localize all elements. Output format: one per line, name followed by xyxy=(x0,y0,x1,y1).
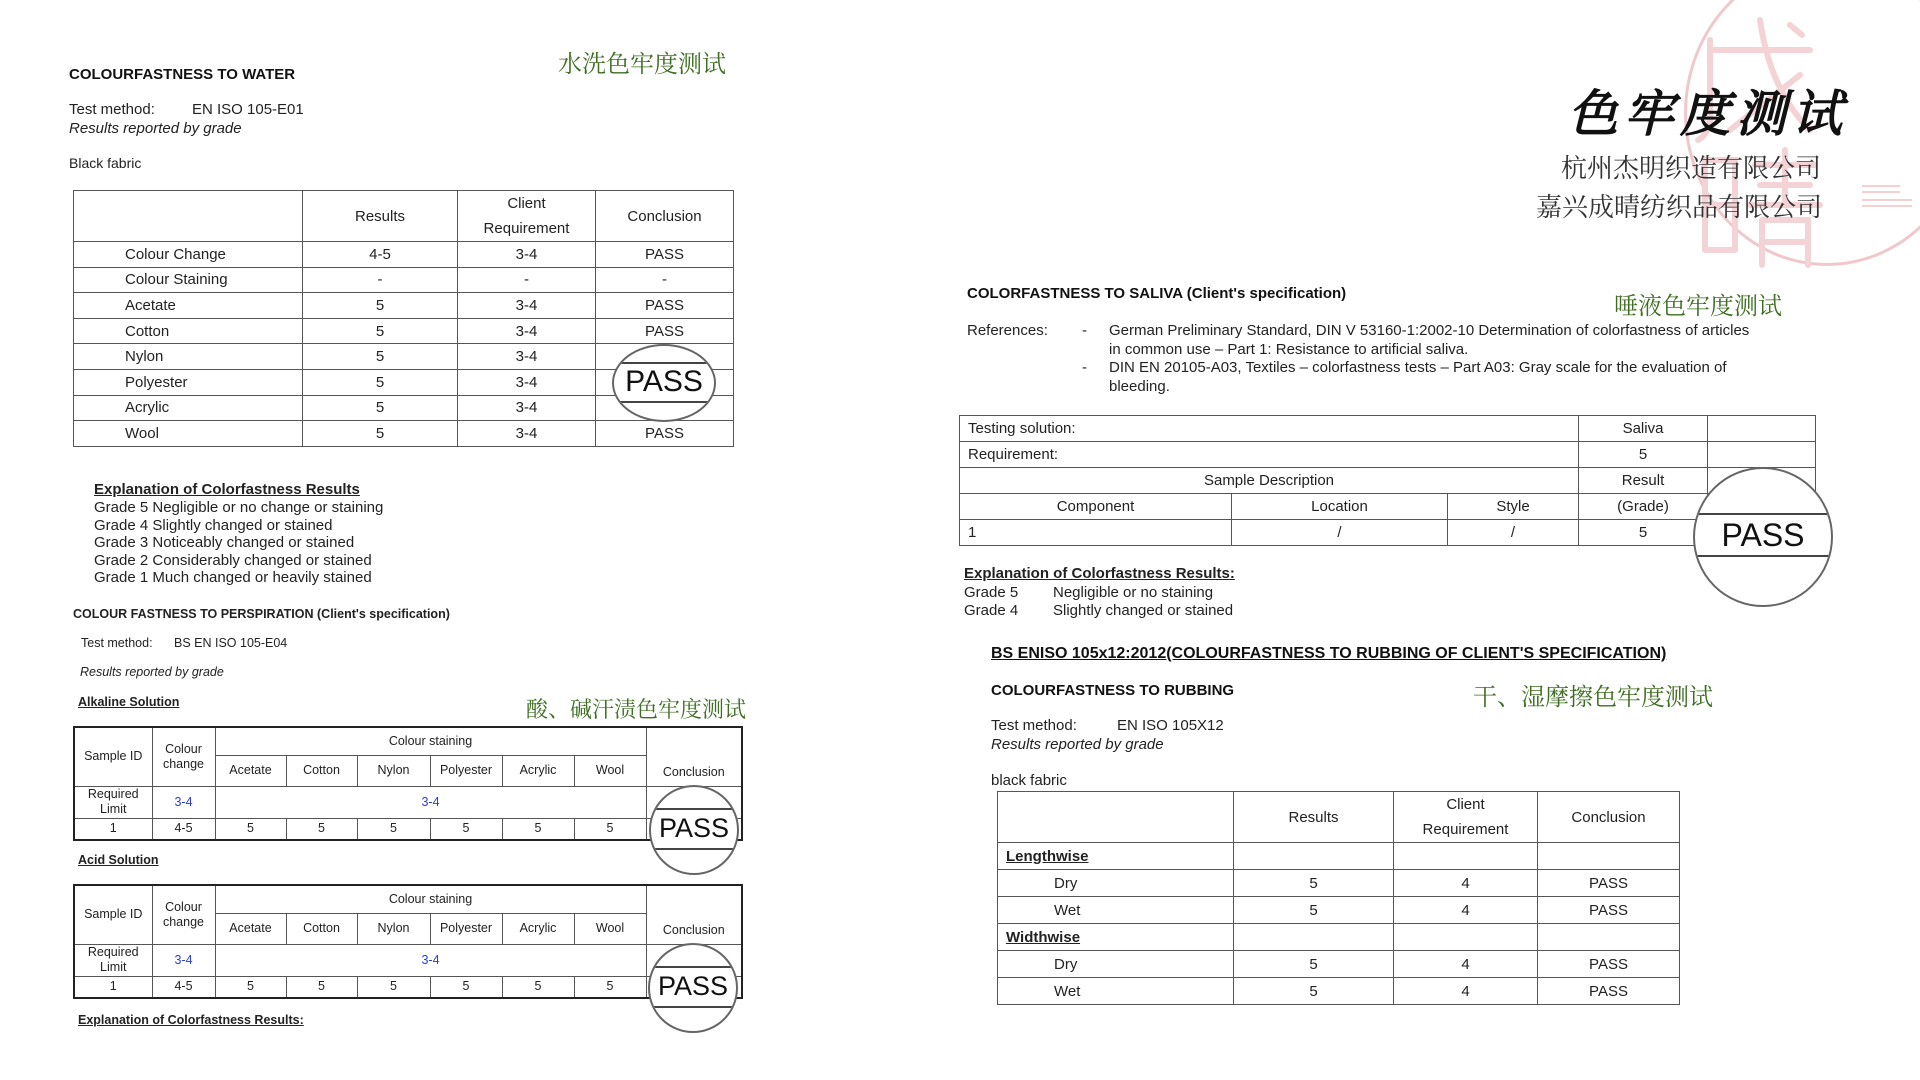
requirement-value: 5 xyxy=(1579,442,1708,468)
conclusion-header: Conclusion xyxy=(646,885,742,944)
requirement-label: Requirement: xyxy=(960,442,1579,468)
water-header-blank xyxy=(74,191,303,242)
grade-label: Grade 5 xyxy=(964,584,1019,601)
colour-staining-header: Colour staining xyxy=(215,727,646,755)
table-row xyxy=(998,951,1680,978)
brand-company-1: 杭州杰明织造有限公司 xyxy=(1560,153,1821,183)
table-row xyxy=(74,242,734,268)
result-cell: 1 xyxy=(74,818,152,840)
result-cell: 5 xyxy=(430,976,502,998)
requirement-cell: 4 xyxy=(1394,870,1538,897)
testing-solution-value: Saliva xyxy=(1579,416,1708,442)
rubbing-table xyxy=(997,791,1680,1005)
requirement-cell: 3-4 xyxy=(458,242,596,268)
reference-bullet: - xyxy=(1082,359,1087,376)
required-limit-row xyxy=(74,944,742,976)
pass-stamp: PASS xyxy=(1693,467,1833,607)
section-label: Widthwise xyxy=(998,924,1234,951)
section-label: Lengthwise xyxy=(998,843,1234,870)
results-cell: 5 xyxy=(1234,897,1394,924)
result-cell: 1 xyxy=(74,976,152,998)
conclusion-cell: PASS xyxy=(596,293,734,319)
component-header: Component xyxy=(960,494,1232,520)
reference-item: DIN EN 20105-A03, Textiles – colorfastness tests – Part A03: Gray scale for the evaluation of bleeding. xyxy=(1109,359,1727,395)
table-row xyxy=(74,421,734,447)
colour-staining-header: Colour staining xyxy=(215,885,646,913)
condition-cell: Wet xyxy=(998,978,1234,1005)
colour-change-header: Colour change xyxy=(152,885,215,944)
result-cell: 5 xyxy=(215,976,286,998)
requirement-cell: 3-4 xyxy=(458,421,596,447)
water-header-results: Results xyxy=(303,191,458,242)
table-row xyxy=(998,978,1680,1005)
requirement-cell: 3-4 xyxy=(458,395,596,421)
explanation-line: Grade 5 Negligible or no change or staining xyxy=(94,499,384,516)
item-cell: Cotton xyxy=(74,318,303,344)
item-cell: Colour Change xyxy=(74,242,303,268)
result-cell: 5 xyxy=(286,818,357,840)
result-cell: 5 xyxy=(357,976,430,998)
item-cell: Acrylic xyxy=(74,395,303,421)
item-cell: Acetate xyxy=(74,293,303,319)
requirement-cell: 4 xyxy=(1394,897,1538,924)
result-cell: 5 xyxy=(215,818,286,840)
rubbing-header-conclusion: Conclusion xyxy=(1538,792,1680,843)
saliva-table xyxy=(959,415,1816,546)
alkaline-table xyxy=(73,726,743,841)
requirement-cell: 3-4 xyxy=(458,318,596,344)
fibre-header: Polyester xyxy=(430,755,502,786)
conclusion-header: Conclusion xyxy=(646,727,742,786)
item-cell: Polyester xyxy=(74,369,303,395)
brand-calligraphy-title: 色牢度测试 xyxy=(1568,84,1848,143)
requirement-cell: 4 xyxy=(1394,978,1538,1005)
rubbing-method-label: Test method: xyxy=(991,717,1077,734)
brand-company-2: 嘉兴成晴纺织品有限公司 xyxy=(1536,192,1823,222)
water-fabric: Black fabric xyxy=(69,155,142,171)
result-cell: 4-5 xyxy=(152,976,215,998)
saliva-title: COLORFASTNESS TO SALIVA (Client's specification) xyxy=(967,285,1347,302)
location-cell: / xyxy=(1232,520,1448,546)
water-explanation-title: Explanation of Colorfastness Results xyxy=(94,481,360,498)
result-cell: 5 xyxy=(357,818,430,840)
testing-solution-label: Testing solution: xyxy=(960,416,1579,442)
results-cell: 5 xyxy=(303,395,458,421)
section-row xyxy=(998,843,1680,870)
result-cell: 5 xyxy=(574,976,646,998)
required-limit-row xyxy=(74,786,742,818)
style-cell: / xyxy=(1448,520,1579,546)
result-cell: 5 xyxy=(286,976,357,998)
requirement-cell: - xyxy=(458,267,596,293)
required-change-value: 3-4 xyxy=(152,786,215,818)
result-cell: 4-5 xyxy=(152,818,215,840)
required-limit-label: Required Limit xyxy=(74,786,152,818)
pass-stamp: PASS xyxy=(649,785,739,875)
requirement-cell: 3-4 xyxy=(458,344,596,370)
explanation-line: Grade 3 Noticeably changed or stained xyxy=(94,534,355,552)
results-cell: 5 xyxy=(1234,870,1394,897)
conclusion-cell: PASS xyxy=(1538,978,1680,1005)
perspiration-cn-title: 酸、碱汗渍色牢度测试 xyxy=(526,698,747,723)
saliva-cn-title: 唾液色牢度测试 xyxy=(1614,292,1782,320)
conclusion-cell: PASS xyxy=(1538,951,1680,978)
fibre-header: Acetate xyxy=(215,913,286,944)
table-row xyxy=(998,870,1680,897)
table-row xyxy=(74,976,742,998)
water-reported: Results reported by grade xyxy=(69,120,242,137)
results-cell: 5 xyxy=(303,318,458,344)
results-cell: 4-5 xyxy=(303,242,458,268)
section-row xyxy=(998,924,1680,951)
rubbing-title: COLOURFASTNESS TO RUBBING xyxy=(991,682,1235,699)
rubbing-fabric: black fabric xyxy=(991,772,1067,789)
grade-text: Negligible or no staining xyxy=(1053,584,1214,601)
results-cell: 5 xyxy=(303,369,458,395)
colour-change-header: Colour change xyxy=(152,727,215,786)
fibre-header: Nylon xyxy=(357,755,430,786)
explanation-line: Grade 4 Slightly changed or stained xyxy=(94,516,333,534)
result-header: Result xyxy=(1579,468,1708,494)
rubbing-standard: BS ENISO 105x12:2012(COLOURFASTNESS TO RUBBING OF CLIENT'S SPECIFICATION) xyxy=(991,645,1667,662)
water-explanation-list xyxy=(94,499,383,587)
reference-bullet: - xyxy=(1082,322,1087,339)
water-method-value: EN ISO 105-E01 xyxy=(192,101,304,118)
requirement-cell: 3-4 xyxy=(458,369,596,395)
rubbing-header-blank xyxy=(998,792,1234,843)
watermark-logo-text-mark xyxy=(1860,184,1916,214)
table-row xyxy=(74,318,734,344)
requirement-cell: 3-4 xyxy=(458,293,596,319)
fibre-header: Cotton xyxy=(286,755,357,786)
header-row xyxy=(74,885,742,913)
fibre-header: Nylon xyxy=(357,913,430,944)
grade-header: (Grade) xyxy=(1579,494,1708,520)
perspiration-title: COLOUR FASTNESS TO PERSPIRATION (Client's specification) xyxy=(73,607,450,621)
water-header-conclusion: Conclusion xyxy=(596,191,734,242)
result-cell: 5 xyxy=(502,818,574,840)
result-cell: 5 xyxy=(430,818,502,840)
results-cell: - xyxy=(303,267,458,293)
header-row xyxy=(74,727,742,755)
fibre-header: Acrylic xyxy=(502,755,574,786)
fibre-header: Polyester xyxy=(430,913,502,944)
conclusion-cell: PASS xyxy=(596,318,734,344)
item-cell: Wool xyxy=(74,421,303,447)
rubbing-method-value: EN ISO 105X12 xyxy=(1117,717,1224,734)
grade-label: Grade 4 xyxy=(964,602,1019,619)
rubbing-reported: Results reported by grade xyxy=(991,736,1164,753)
fibre-header: Wool xyxy=(574,755,646,786)
water-method-label: Test method: xyxy=(69,101,155,118)
required-change-value: 3-4 xyxy=(152,944,215,976)
table-row xyxy=(74,293,734,319)
condition-cell: Dry xyxy=(998,870,1234,897)
grade-cell: 5 xyxy=(1579,520,1708,546)
required-limit-label: Required Limit xyxy=(74,944,152,976)
explanation-line: Grade 1 Much changed or heavily stained xyxy=(94,569,372,587)
alkaline-label: Alkaline Solution xyxy=(78,695,180,709)
water-cn-title: 水洗色牢度测试 xyxy=(558,50,726,78)
result-cell: 5 xyxy=(574,818,646,840)
perspiration-method-label: Test method: xyxy=(81,636,153,650)
pass-stamp: PASS xyxy=(648,943,738,1033)
fibre-header: Wool xyxy=(574,913,646,944)
requirement-cell: 4 xyxy=(1394,951,1538,978)
table-row xyxy=(74,267,734,293)
style-header: Style xyxy=(1448,494,1579,520)
item-cell: Colour Staining xyxy=(74,267,303,293)
fibre-header: Acrylic xyxy=(502,913,574,944)
results-cell: 5 xyxy=(303,421,458,447)
condition-cell: Wet xyxy=(998,897,1234,924)
conclusion-cell: PASS xyxy=(596,421,734,447)
rubbing-header-client-requirement: Client Requirement xyxy=(1394,792,1538,843)
rubbing-cn-title: 干、湿摩擦色牢度测试 xyxy=(1473,683,1713,711)
sample-id-header: Sample ID xyxy=(74,727,152,786)
conclusion-cell: - xyxy=(596,267,734,293)
component-cell: 1 xyxy=(960,520,1232,546)
result-cell: 5 xyxy=(502,976,574,998)
fibre-header: Cotton xyxy=(286,913,357,944)
location-header: Location xyxy=(1232,494,1448,520)
pass-stamp: PASS xyxy=(612,344,716,422)
condition-cell: Dry xyxy=(998,951,1234,978)
required-staining-value: 3-4 xyxy=(215,944,646,976)
rubbing-header-results: Results xyxy=(1234,792,1394,843)
reference-item: German Preliminary Standard, DIN V 53160-1:2002-10 Determination of colorfastness of articles in common use – Part 1: Resistance to artificial saliva. xyxy=(1109,322,1750,358)
sample-id-header: Sample ID xyxy=(74,885,152,944)
saliva-references-label: References: xyxy=(967,322,1048,339)
conclusion-cell: PASS xyxy=(1538,897,1680,924)
acid-label: Acid Solution xyxy=(78,853,159,867)
saliva-explanation-title: Explanation of Colorfastness Results: xyxy=(964,565,1235,582)
table-row xyxy=(998,897,1680,924)
results-cell: 5 xyxy=(303,293,458,319)
grade-text: Slightly changed or stained xyxy=(1053,602,1234,619)
item-cell: Nylon xyxy=(74,344,303,370)
table-row xyxy=(74,818,742,840)
results-cell: 5 xyxy=(303,344,458,370)
fibre-header: Acetate xyxy=(215,755,286,786)
conclusion-cell: PASS xyxy=(1538,870,1680,897)
perspiration-method-value: BS EN ISO 105-E04 xyxy=(174,636,288,650)
perspiration-explanation-title: Explanation of Colorfastness Results: xyxy=(78,1013,304,1027)
water-header-client-requirement: Client Requirement xyxy=(458,191,596,242)
acid-table xyxy=(73,884,743,999)
conclusion-cell: PASS xyxy=(596,242,734,268)
perspiration-reported: Results reported by grade xyxy=(80,665,224,679)
results-cell: 5 xyxy=(1234,978,1394,1005)
explanation-line: Grade 2 Considerably changed or stained xyxy=(94,551,372,569)
results-cell: 5 xyxy=(1234,951,1394,978)
water-title: COLOURFASTNESS TO WATER xyxy=(69,66,296,83)
required-staining-value: 3-4 xyxy=(215,786,646,818)
sample-description-header: Sample Description xyxy=(960,468,1579,494)
